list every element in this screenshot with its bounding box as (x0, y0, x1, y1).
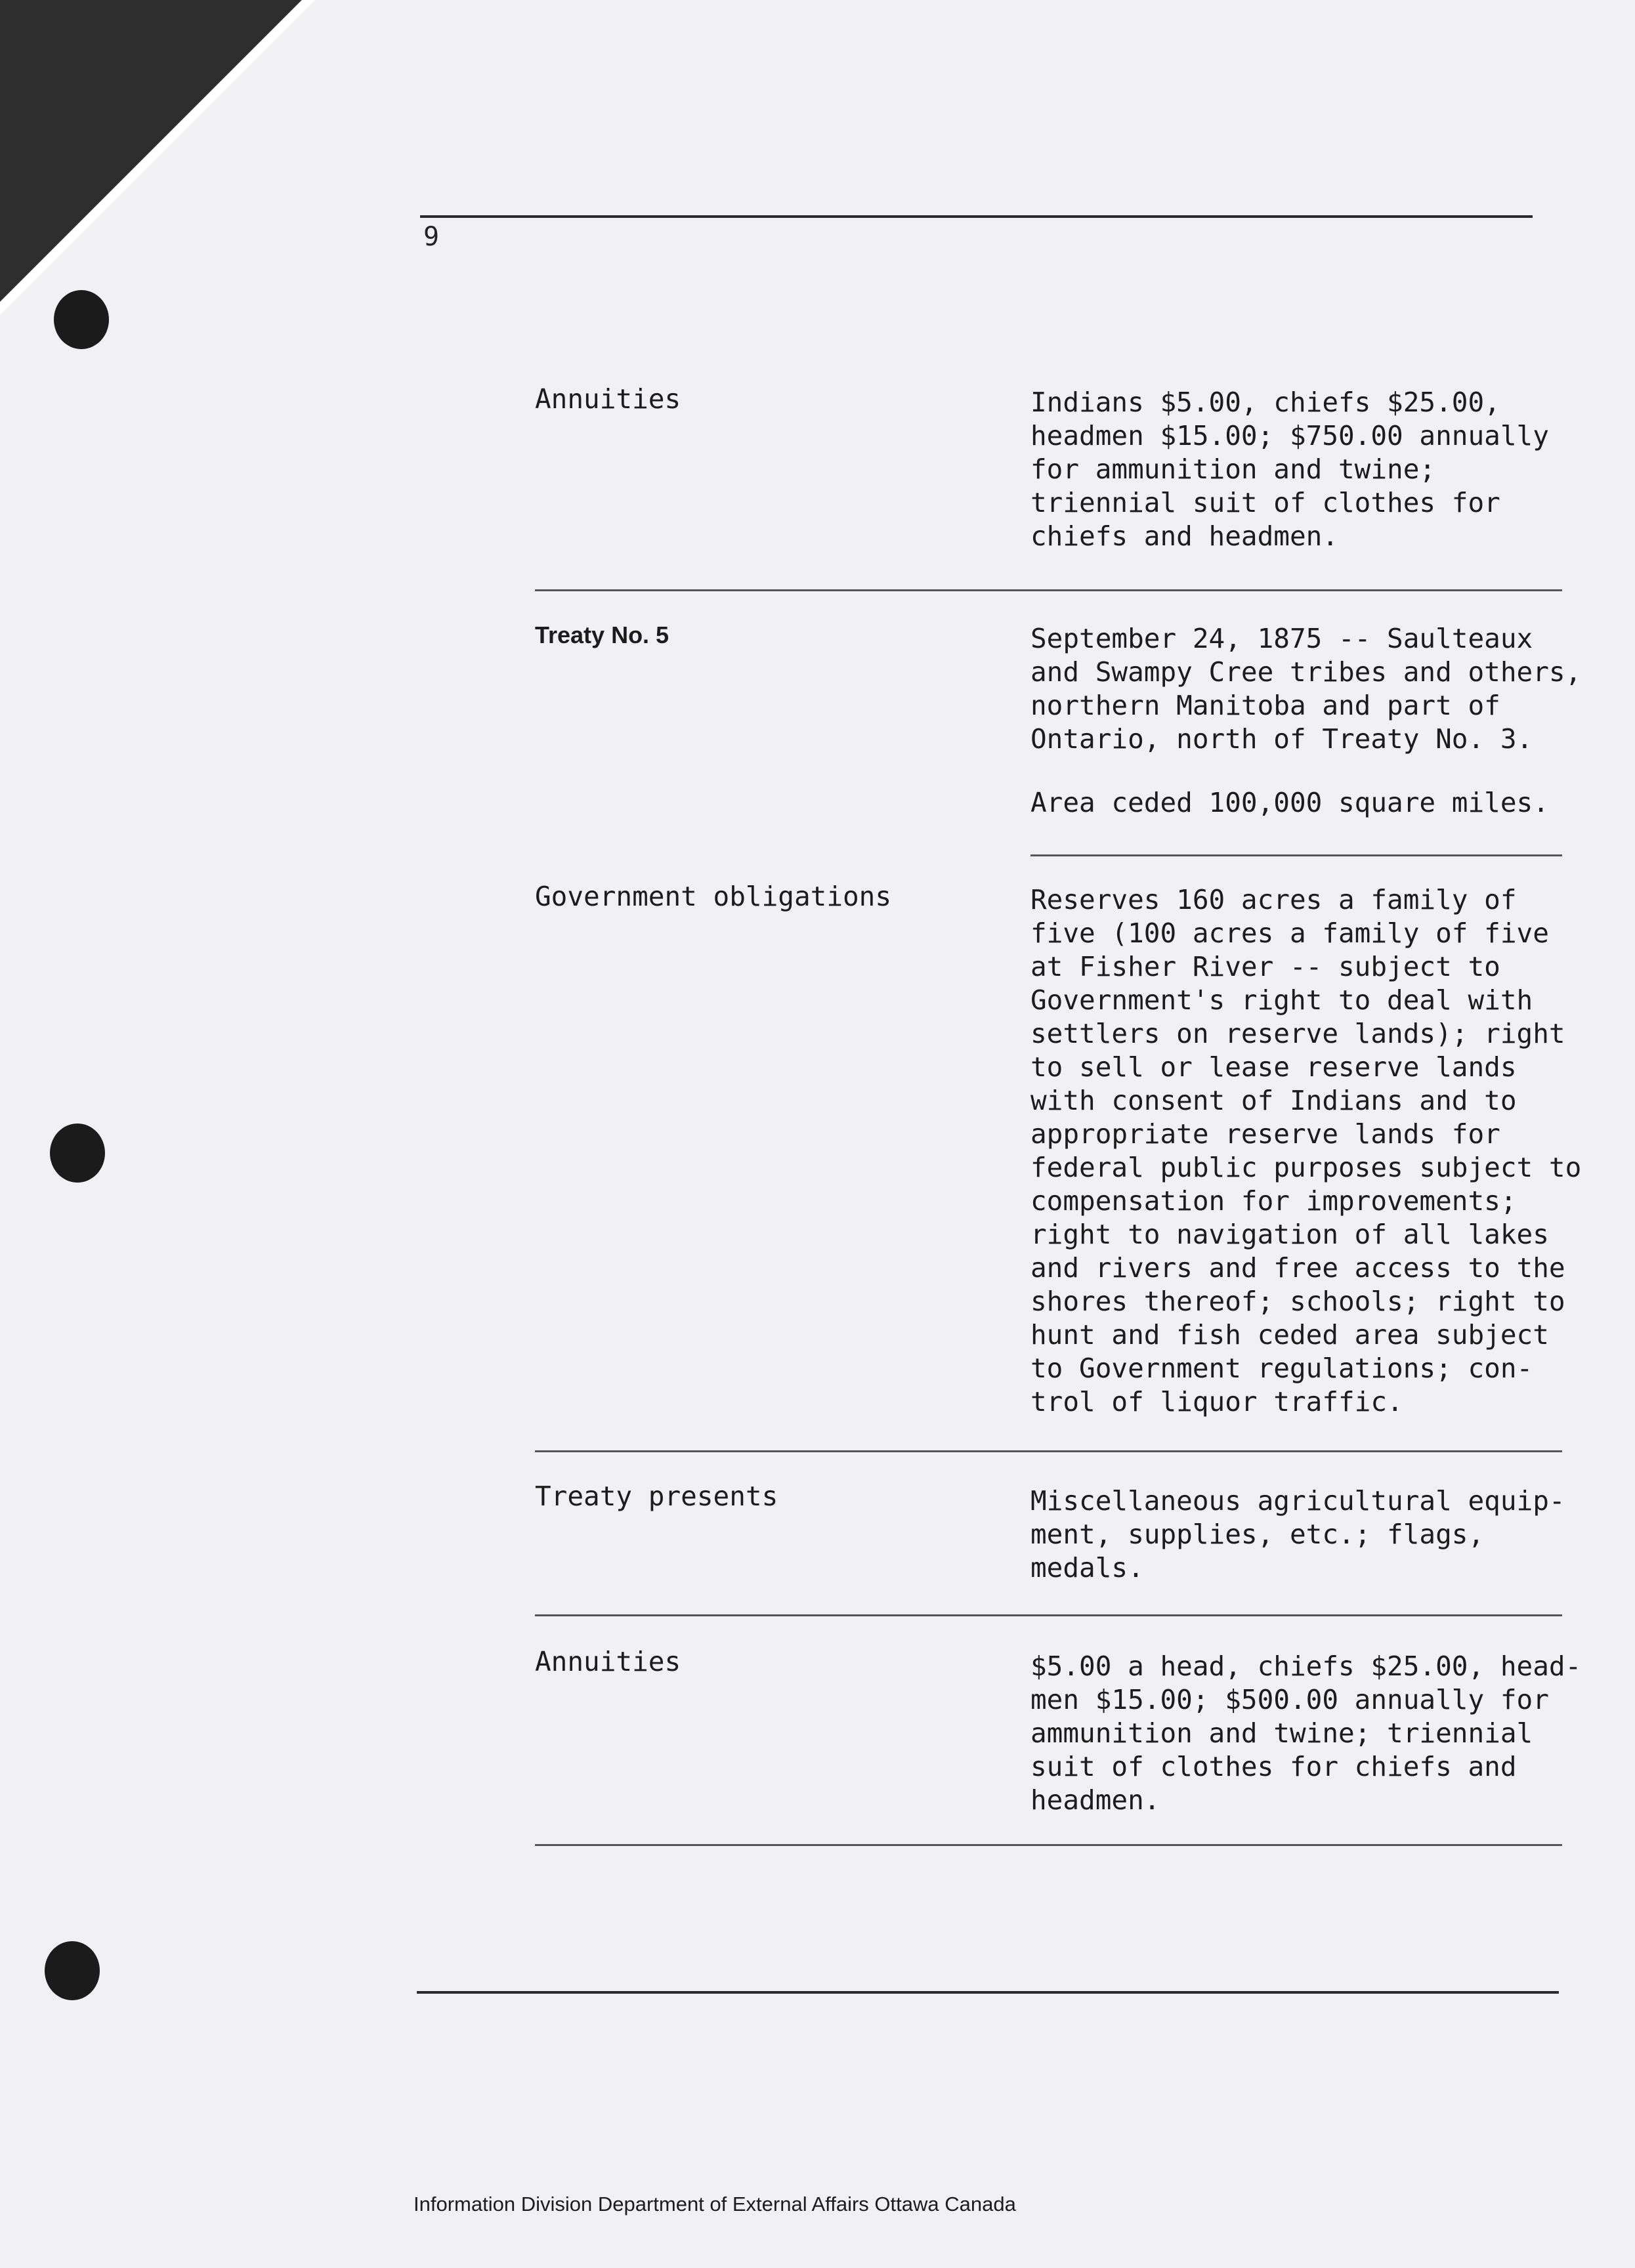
row-label-annuities: Annuities (535, 383, 681, 415)
row-divider (535, 1614, 1562, 1616)
row-divider (535, 1450, 1562, 1452)
row-divider (535, 1844, 1562, 1846)
treaty-5-area-ceded: Area ceded 100,000 square miles. (1030, 787, 1549, 818)
punch-hole-top (54, 290, 109, 349)
section-heading-treaty-5: Treaty No. 5 (535, 621, 669, 648)
row-text-treaty-presents: Miscellaneous agricultural equip- ment, supplies, etc.; flags, medals. (1030, 1485, 1565, 1584)
row-label-government-obligations: Government obligations (535, 881, 892, 912)
bottom-rule (417, 1991, 1559, 1994)
punch-hole-middle (50, 1124, 105, 1183)
treaty-5-description: September 24, 1875 -- Saulteaux and Swampy Cree tribes and others, northern Manitoba and part of Ontario, north of Treaty No. 3. (1030, 623, 1582, 755)
footer-publisher: Information Division Department of External Affairs Ottawa Canada (414, 2193, 1016, 2216)
row-text-annuities-2: $5.00 a head, chiefs $25.00, head- men $15.00; $500.00 annually for ammunition and twine; triennial suit of clothes for chiefs and headmen. (1030, 1650, 1582, 1816)
row-label-treaty-presents: Treaty presents (535, 1480, 778, 1512)
row-divider (1030, 854, 1562, 856)
row-text-government-obligations: Reserves 160 acres a family of five (100 acres a family of five at Fisher River -- subject to Government's right to deal with settlers on reserve lands); right to sell or lease reserve lands with consent of Indians and to appropriate reserve lands for federal public purposes subject to compensation for improvements; right to navigation of all lakes and rivers and free access to the shores thereof; schools; right to hunt and fish ceded area subject to Government regulations; con- trol of liquor traffic. (1030, 884, 1582, 1418)
header-rule (420, 215, 1533, 218)
punch-hole-bottom (45, 1941, 100, 2000)
row-text-annuities: Indians $5.00, chiefs $25.00, headmen $15.00; $750.00 annually for ammunition and twine; triennial suit of clothes for chiefs and headmen. (1030, 387, 1549, 552)
row-divider (535, 589, 1562, 591)
page-number: 9 (423, 222, 440, 252)
row-label-annuities-2: Annuities (535, 1646, 681, 1677)
